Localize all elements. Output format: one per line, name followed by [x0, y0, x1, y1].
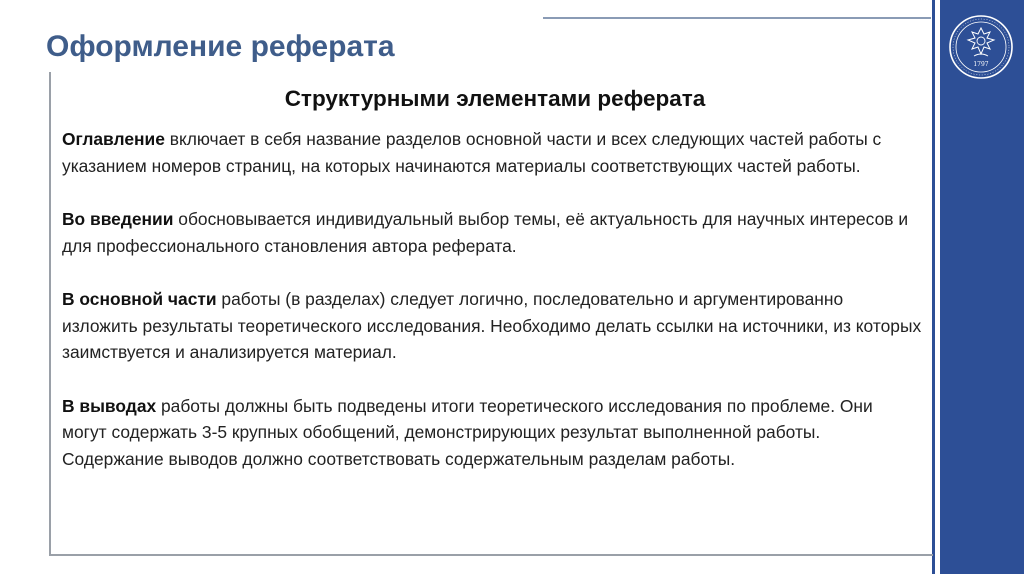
slide-title: Оформление реферата — [46, 30, 395, 63]
paragraph-lead: В выводах — [62, 395, 157, 416]
brand-side-panel — [940, 0, 1024, 574]
paragraph-conclusions — [62, 393, 922, 473]
paragraph-text: работы должны быть подведены итоги теоретического исследования по проблеме. Они могут содержать 3-5 крупных обобщений, демонстрирующих результат выполненной работы. Содержание выводов должно соответствовать содержательным разделам работы. — [62, 395, 873, 469]
paragraph-contents — [62, 126, 922, 179]
paragraph-lead: Оглавление — [62, 129, 165, 149]
bottom-frame-rule — [49, 554, 933, 556]
left-frame-rule — [49, 72, 51, 556]
paragraph-text: включает в себя название разделов основной части и всех следующих частей работы с указанием номеров страниц, на которых начинаются материалы соответствующих частей работы. — [62, 129, 882, 176]
paragraph-lead: Во введении — [62, 209, 174, 229]
slide-content — [62, 86, 922, 499]
section-subheading: Структурными элементами реферата — [284, 86, 706, 111]
top-decorative-rule — [543, 17, 931, 19]
paragraph-lead: В основной части — [62, 289, 217, 309]
paragraph-main-part — [62, 286, 922, 366]
seal-year: 1797 — [973, 61, 989, 68]
paragraph-text: работы (в разделах) следует логично, последовательно и аргументированно изложить результаты теоретического исследования. Необходимо делать ссылки на источники, из которых заимствуется и анализируется материал. — [62, 289, 922, 362]
university-seal-icon — [948, 14, 1014, 80]
paragraph-text: обосновывается индивидуальный выбор темы, её актуальность для научных интересов и для профессионального становления автора реферата. — [62, 209, 909, 256]
paragraph-introduction — [62, 206, 922, 259]
panel-divider — [932, 0, 935, 574]
